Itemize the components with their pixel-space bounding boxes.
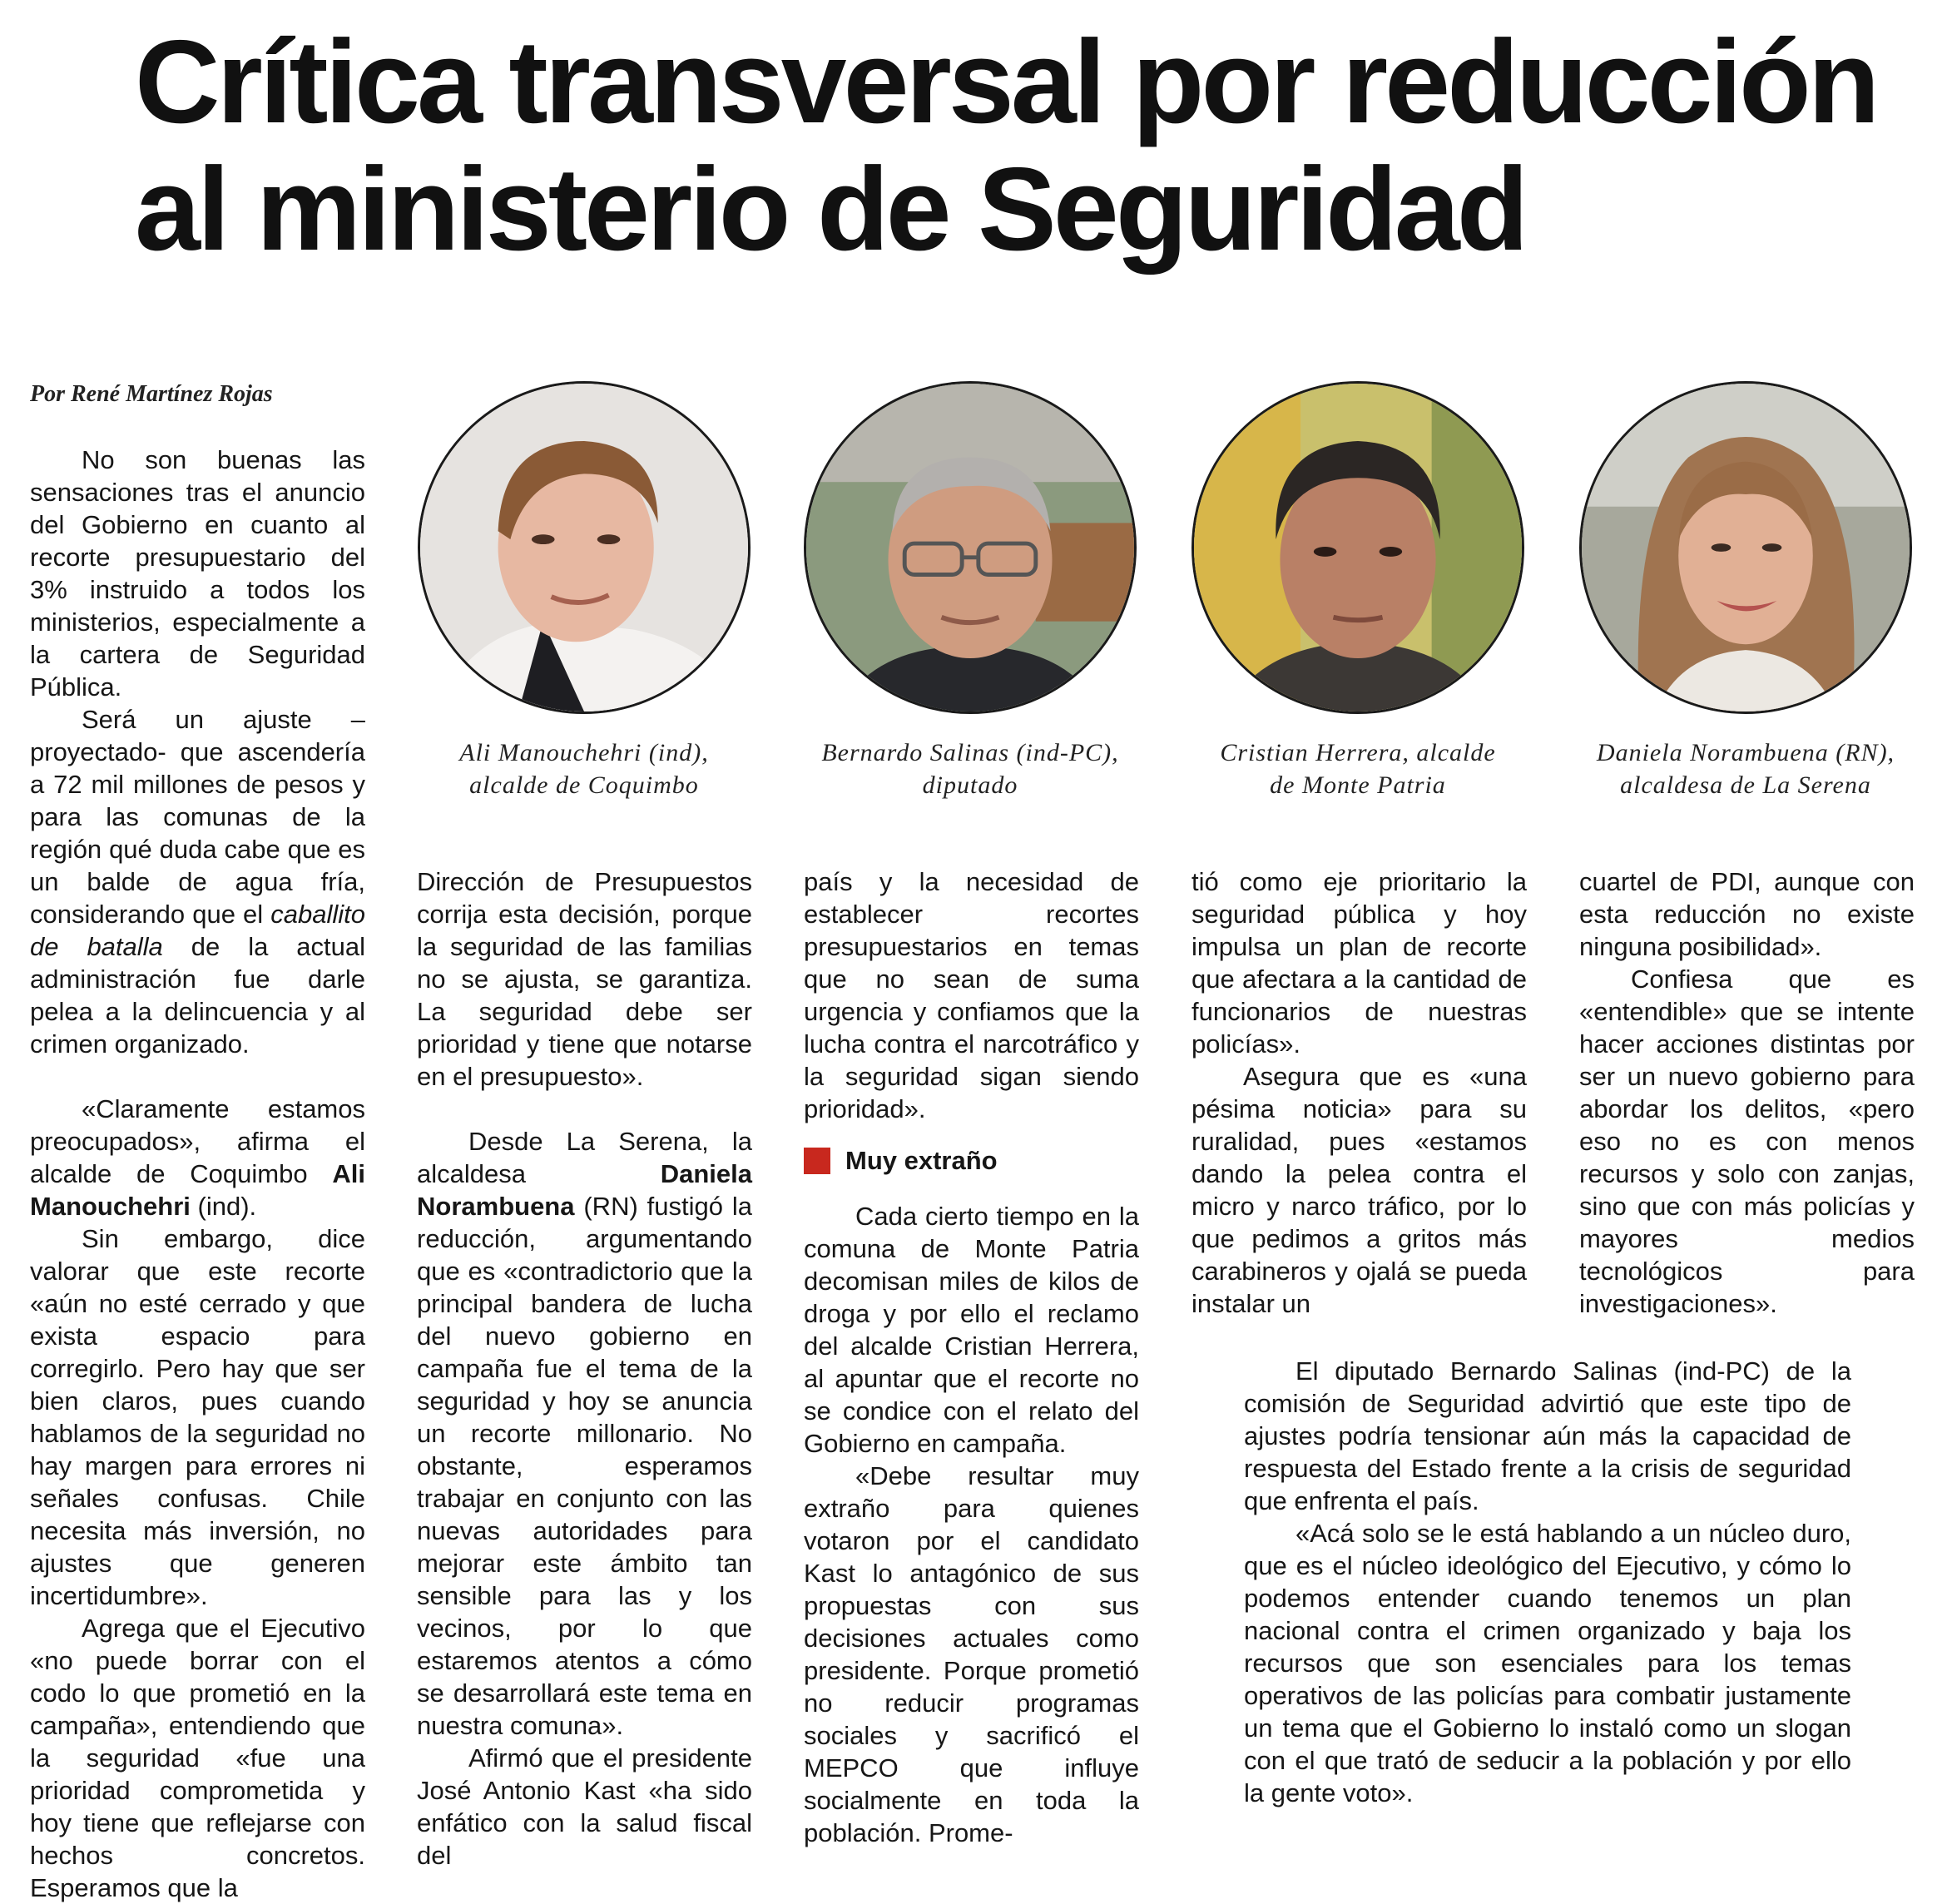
caption-bernardo-salinas [779,736,1162,801]
paragraph: Desde La Serena, la alcaldesa Daniela Norambuena (RN) fustigó la reducción, argumentando que es «contradictorio que la principal bandera de lucha del nuevo gobierno en campaña fue el tema de la seguridad y hoy se anuncia un recorte millonario. No obstante, esperamos trabajar en conjunto con las nuevas autoridades para mejorar este ámbito tan sensible para las y los vecinos, por lo que estaremos atentos a cómo se desarrollará este tema en nuestra comuna». [417,1127,752,1740]
caption-line: Daniela Norambuena (RN), [1596,739,1895,766]
article-column-5 [1579,865,1915,1320]
headline-line-2: al ministerio de Seguridad [135,143,1526,276]
paragraph: tió como eje prioritario la seguridad pública y hoy impulsa un plan de recorte que afectara a la cantidad de funcionarios de nuestras policías». [1191,867,1527,1059]
caption-daniela-norambuena [1554,736,1937,801]
paragraph: Sin embargo, dice valorar que este recorte «aún no esté cerrado y que exista espacio para corregirlo. Pero hay que ser bien claros, pues cuando hablamos de la seguridad no hay margen para errores ni señales confusas. Chile necesita más inversión, no ajustes que generen incertidumbre». [30,1224,365,1610]
portrait-bernardo-salinas-icon [806,384,1134,712]
article-column-1 [30,444,365,1904]
person-name: Ali Manouchehri [30,1159,365,1221]
caption-line: alcalde de Coquimbo [469,771,699,799]
paragraph: Agrega que el Ejecutivo «no puede borrar con el codo lo que prometió en la campaña», entendiendo que la seguridad «fue una prioridad comprometida y hoy tiene que reflejarse con hechos concretos. Esperamos que la [30,1614,365,1902]
article-column-4 [1191,865,1527,1320]
caption-line: alcaldesa de La Serena [1620,771,1871,799]
caption-line: Cristian Herrera, alcalde [1220,739,1496,766]
red-square-icon [804,1148,830,1174]
paragraph: cuartel de PDI, aunque con esta reducción no existe ninguna posibilidad». [1579,867,1915,961]
paragraph: «Debe resultar muy extraño para quienes votaron por el candidato Kast lo antagónico de sus propuestas con sus decisiones actuales como presidente. Porque prometió no reducir programas sociales y sacrificó el MEPCO que influye socialmente en toda la población. Prome- [804,1461,1139,1847]
paragraph: Dirección de Presupuestos corrija esta decisión, porque la seguridad de las familias no se ajusta, se garantiza. La seguridad debe ser prioridad y tiene que notarse en el presupuesto». [417,867,752,1091]
paragraph: país y la necesidad de establecer recortes presupuestarios en temas que no sean de suma urgencia y confiamos que la lucha contra el narcotráfico y la seguridad sigan siendo prioridad». [804,867,1139,1123]
portrait-daniela-norambuena-icon [1582,384,1910,712]
paragraph: «Claramente estamos preocupados», afirma el alcalde de Coquimbo Ali Manouchehri (ind). [30,1094,365,1221]
person-name: Daniela Norambuena [417,1159,752,1221]
headline-line-1: Crítica transversal por reducción [135,16,1877,148]
portrait-cristian-herrera-icon [1194,384,1522,712]
byline: Por René Martínez Rojas [30,381,273,407]
portrait-ali-manouchehri-icon [420,384,748,712]
subhead-label: Muy extraño [845,1146,998,1175]
portrait-cristian-herrera [1191,381,1524,714]
caption-line: diputado [922,771,1018,799]
caption-line: Bernardo Salinas (ind-PC), [821,739,1119,766]
article-wide-block [1244,1355,1851,1809]
paragraph: No son buenas las sensaciones tras el anuncio del Gobierno en cuanto al recorte presupuestario del 3% instruido a todos los ministerios, especialmente a la cartera de Seguridad Pública. [30,445,365,702]
portrait-daniela-norambuena [1579,381,1912,714]
emphasis: caballito de batalla [30,900,365,961]
portrait-bernardo-salinas [804,381,1137,714]
caption-line: Ali Manouchehri (ind), [459,739,709,766]
caption-line: de Monte Patria [1270,771,1446,799]
article-column-2 [417,865,752,1872]
paragraph: «Acá solo se le está hablando a un núcleo duro, que es el núcleo ideológico del Ejecutivo, y cómo lo podemos entender cuando tenemos un plan nacional contra el crimen organizado y baja los recursos que son esenciales para los temas operativos de las policías para combatir justamente un tema que el Gobierno lo instaló como un slogan con el que trató de seducir a la población y por ello la gente voto». [1244,1519,1851,1807]
paragraph: Confiesa que es «entendible» que se intente hacer acciones distintas por ser un nuevo gobierno para abordar los delitos, «pero eso no es con menos recursos y solo con zanjas, sino que con más policías y mayores medios tecnológicos para investigaciones». [1579,964,1915,1318]
paragraph: Afirmó que el presidente José Antonio Kast «ha sido enfático con la salud fiscal del [417,1743,752,1870]
paragraph: El diputado Bernardo Salinas (ind-PC) de la comisión de Seguridad advirtió que este tipo de ajustes podría tensionar aún más la capacidad de respuesta del Estado frente a la crisis de seguridad que enfrenta el país. [1244,1356,1851,1515]
caption-ali-manouchehri [393,736,775,801]
portrait-ali-manouchehri [418,381,751,714]
caption-cristian-herrera [1167,736,1549,801]
paragraph: Asegura que es «una pésima noticia» para su ruralidad, pues «estamos dando la pelea contra el micro y narco tráfico, por lo que pedimos a gritos más carabineros y ojalá se pueda instalar un [1191,1062,1527,1318]
subhead [804,1144,1139,1177]
paragraph: Será un ajuste –proyectado- que ascendería a 72 mil millones de pesos y para las comunas de la región qué duda cabe que es un balde de agua fría, considerando que el caballito de batalla de la actual administración fue darle pelea a la delincuencia y al crimen organizado. [30,705,365,1059]
paragraph: Cada cierto tiempo en la comuna de Monte Patria decomisan miles de kilos de droga y por ello el reclamo del alcalde Cristian Herrera, al apuntar que el recorte no se condice con el relato del Gobierno en campaña. [804,1202,1139,1458]
headline [135,18,1882,274]
article-column-3 [804,865,1139,1849]
